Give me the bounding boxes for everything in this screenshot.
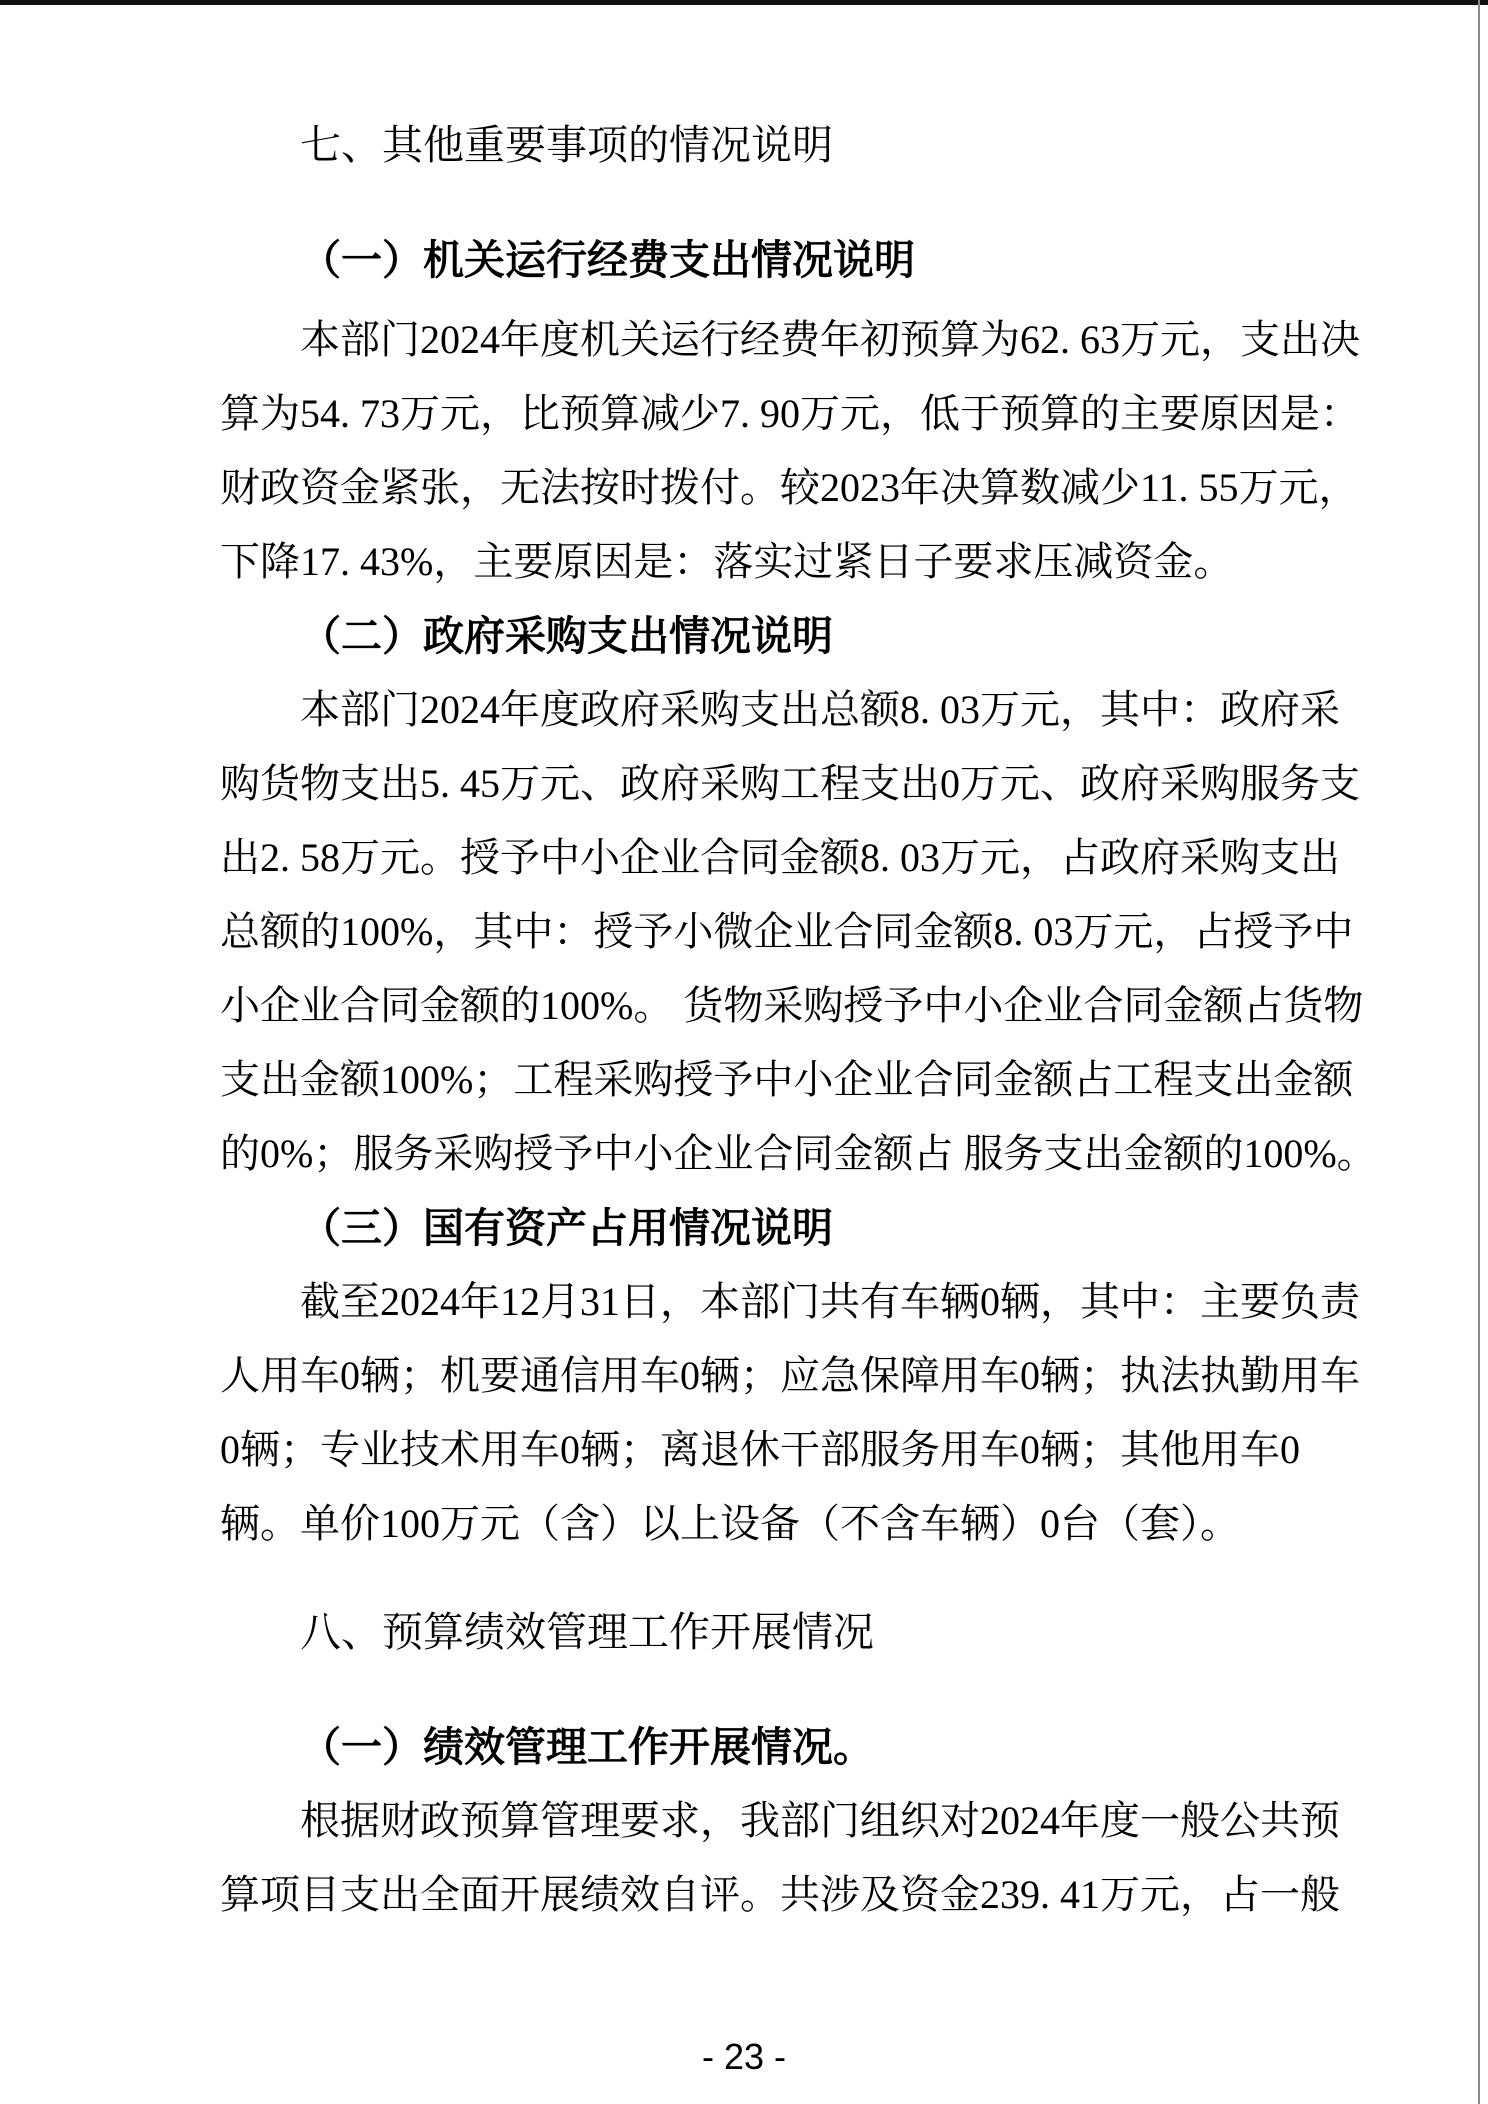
scan-edge-line [1478,0,1480,2104]
text-line: 支出金额100%；工程采购授予中小企业合同金额占工程支出金额 [220,1057,1354,1102]
text-line: 根据财政预算管理要求，我部门组织对2024年度一般公共预 [300,1798,1340,1843]
paragraph-state-owned-assets [220,1265,1360,1561]
text-line: 本部门2024年度机关运行经费年初预算为62. 63万元，支出决 [300,317,1360,362]
text-line: 0辆；专业技术用车0辆；离退休干部服务用车0辆；其他用车0 [220,1427,1300,1472]
text-line: 下降17. 43%，主要原因是：落实过紧日子要求压减资金。 [220,539,1234,584]
page-number: - 23 - [701,2036,787,2077]
text-line: 的0%；服务采购授予中小企业合同金额占 服务支出金额的100%。 [220,1131,1377,1176]
section-heading-seven: 七、其他重要事项的情况说明 [300,122,833,168]
section-heading-eight: 八、预算绩效管理工作开展情况 [300,1609,874,1655]
page-top-border [0,0,1488,5]
text-line: 辆。单价100万元（含）以上设备（不含车辆）0台（套）。 [220,1501,1240,1546]
subsection-heading-government-procurement: （二）政府采购支出情况说明 [300,613,833,659]
paragraph-performance-management [220,1784,1340,1932]
text-line: 出2. 58万元。授予中小企业合同金额8. 03万元，占政府采购支出 [220,835,1340,880]
text-line: 本部门2024年度政府采购支出总额8. 03万元，其中：政府采 [300,687,1340,732]
subsection-heading-state-owned-assets: （三）国有资产占用情况说明 [300,1205,833,1251]
text-line: 购货物支出5. 45万元、政府采购工程支出0万元、政府采购服务支 [220,761,1360,806]
text-line: 截至2024年12月31日，本部门共有车辆0辆，其中：主要负责 [300,1279,1360,1324]
paragraph-government-procurement [220,673,1377,1191]
text-line: 小企业合同金额的100%。 货物采购授予中小企业合同金额占货物 [220,983,1364,1028]
subsection-heading-performance-management: （一）绩效管理工作开展情况。 [300,1724,874,1770]
subsection-heading-agency-operating-expense: （一）机关运行经费支出情况说明 [300,237,915,283]
text-line: 总额的100%，其中：授予小微企业合同金额8. 03万元，占授予中 [220,909,1354,954]
paragraph-operating-expense [220,303,1360,599]
text-line: 算为54. 73万元，比预算减少7. 90万元，低于预算的主要原因是： [220,391,1360,436]
text-line: 财政资金紧张，无法按时拨付。较2023年决算数减少11. 55万元， [220,465,1359,510]
text-line: 算项目支出全面开展绩效自评。共涉及资金239. 41万元，占一般 [220,1872,1340,1917]
text-line: 人用车0辆；机要通信用车0辆；应急保障用车0辆；执法执勤用车 [220,1353,1360,1398]
